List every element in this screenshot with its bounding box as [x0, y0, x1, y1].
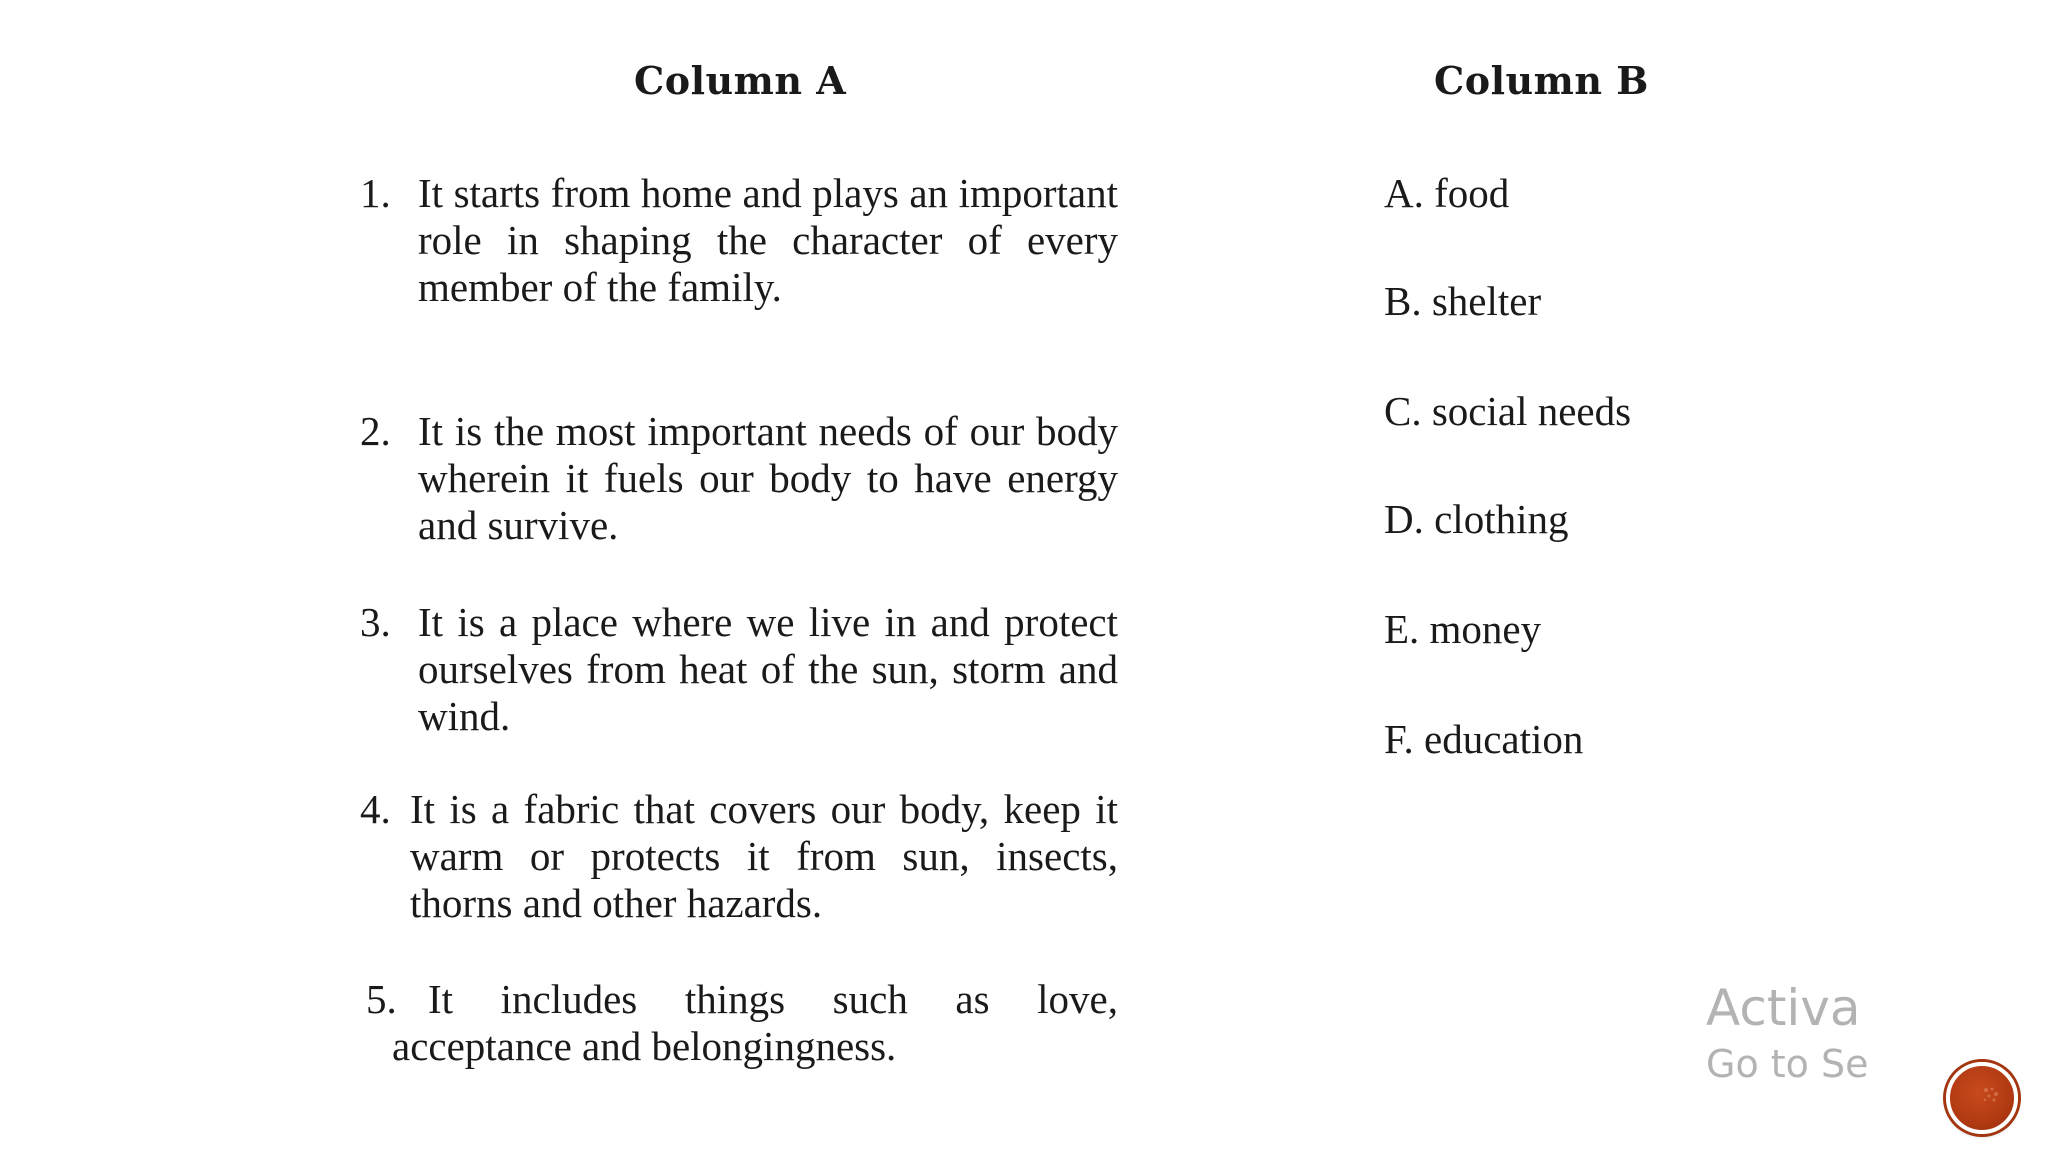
column-b-choice-food: A. food	[1384, 170, 1510, 216]
activation-watermark	[1706, 978, 1869, 1098]
item-number: 3.	[360, 599, 391, 645]
slide-nav-button[interactable]	[1946, 1062, 2018, 1134]
column-b-choice-shelter: B. shelter	[1384, 278, 1542, 324]
item-number: 5.	[366, 976, 397, 1022]
column-b-choice-social-needs: C. social needs	[1384, 388, 1632, 434]
slide-nav-circle-icon	[1980, 1084, 2002, 1106]
item-text: It starts from home and plays an important role in shaping the character of every member of the family.	[418, 170, 1118, 310]
watermark-line-1: Activa	[1706, 979, 1861, 1037]
item-number: 4.	[360, 786, 391, 832]
item-text: It is the most important needs of our body wherein it fuels our body to have energy and survive.	[418, 408, 1118, 548]
column-a-item	[360, 786, 1118, 927]
column-b-choice-education: F. education	[1384, 716, 1584, 762]
column-a-item	[360, 170, 1118, 311]
column-b-heading: Column B	[1434, 58, 1649, 103]
watermark-line-2: Go to Se	[1706, 1042, 1869, 1086]
column-a-heading: Column A	[634, 58, 847, 103]
item-text: It is a fabric that covers our body, keep it warm or protects it from sun, insects, thorns and other hazards.	[410, 786, 1118, 926]
item-number: 2.	[360, 408, 391, 454]
item-text: It is a place where we live in and protect ourselves from heat of the sun, storm and wind.	[418, 599, 1118, 739]
item-number: 1.	[360, 170, 391, 216]
column-b-choice-money: E. money	[1384, 606, 1542, 652]
item-text: It includes things such as love, acceptance and belongingness.	[392, 976, 1118, 1069]
column-a-item	[360, 408, 1118, 549]
column-b-choice-clothing: D. clothing	[1384, 496, 1569, 542]
column-a-item	[360, 976, 1118, 1070]
column-a-item	[360, 599, 1118, 740]
